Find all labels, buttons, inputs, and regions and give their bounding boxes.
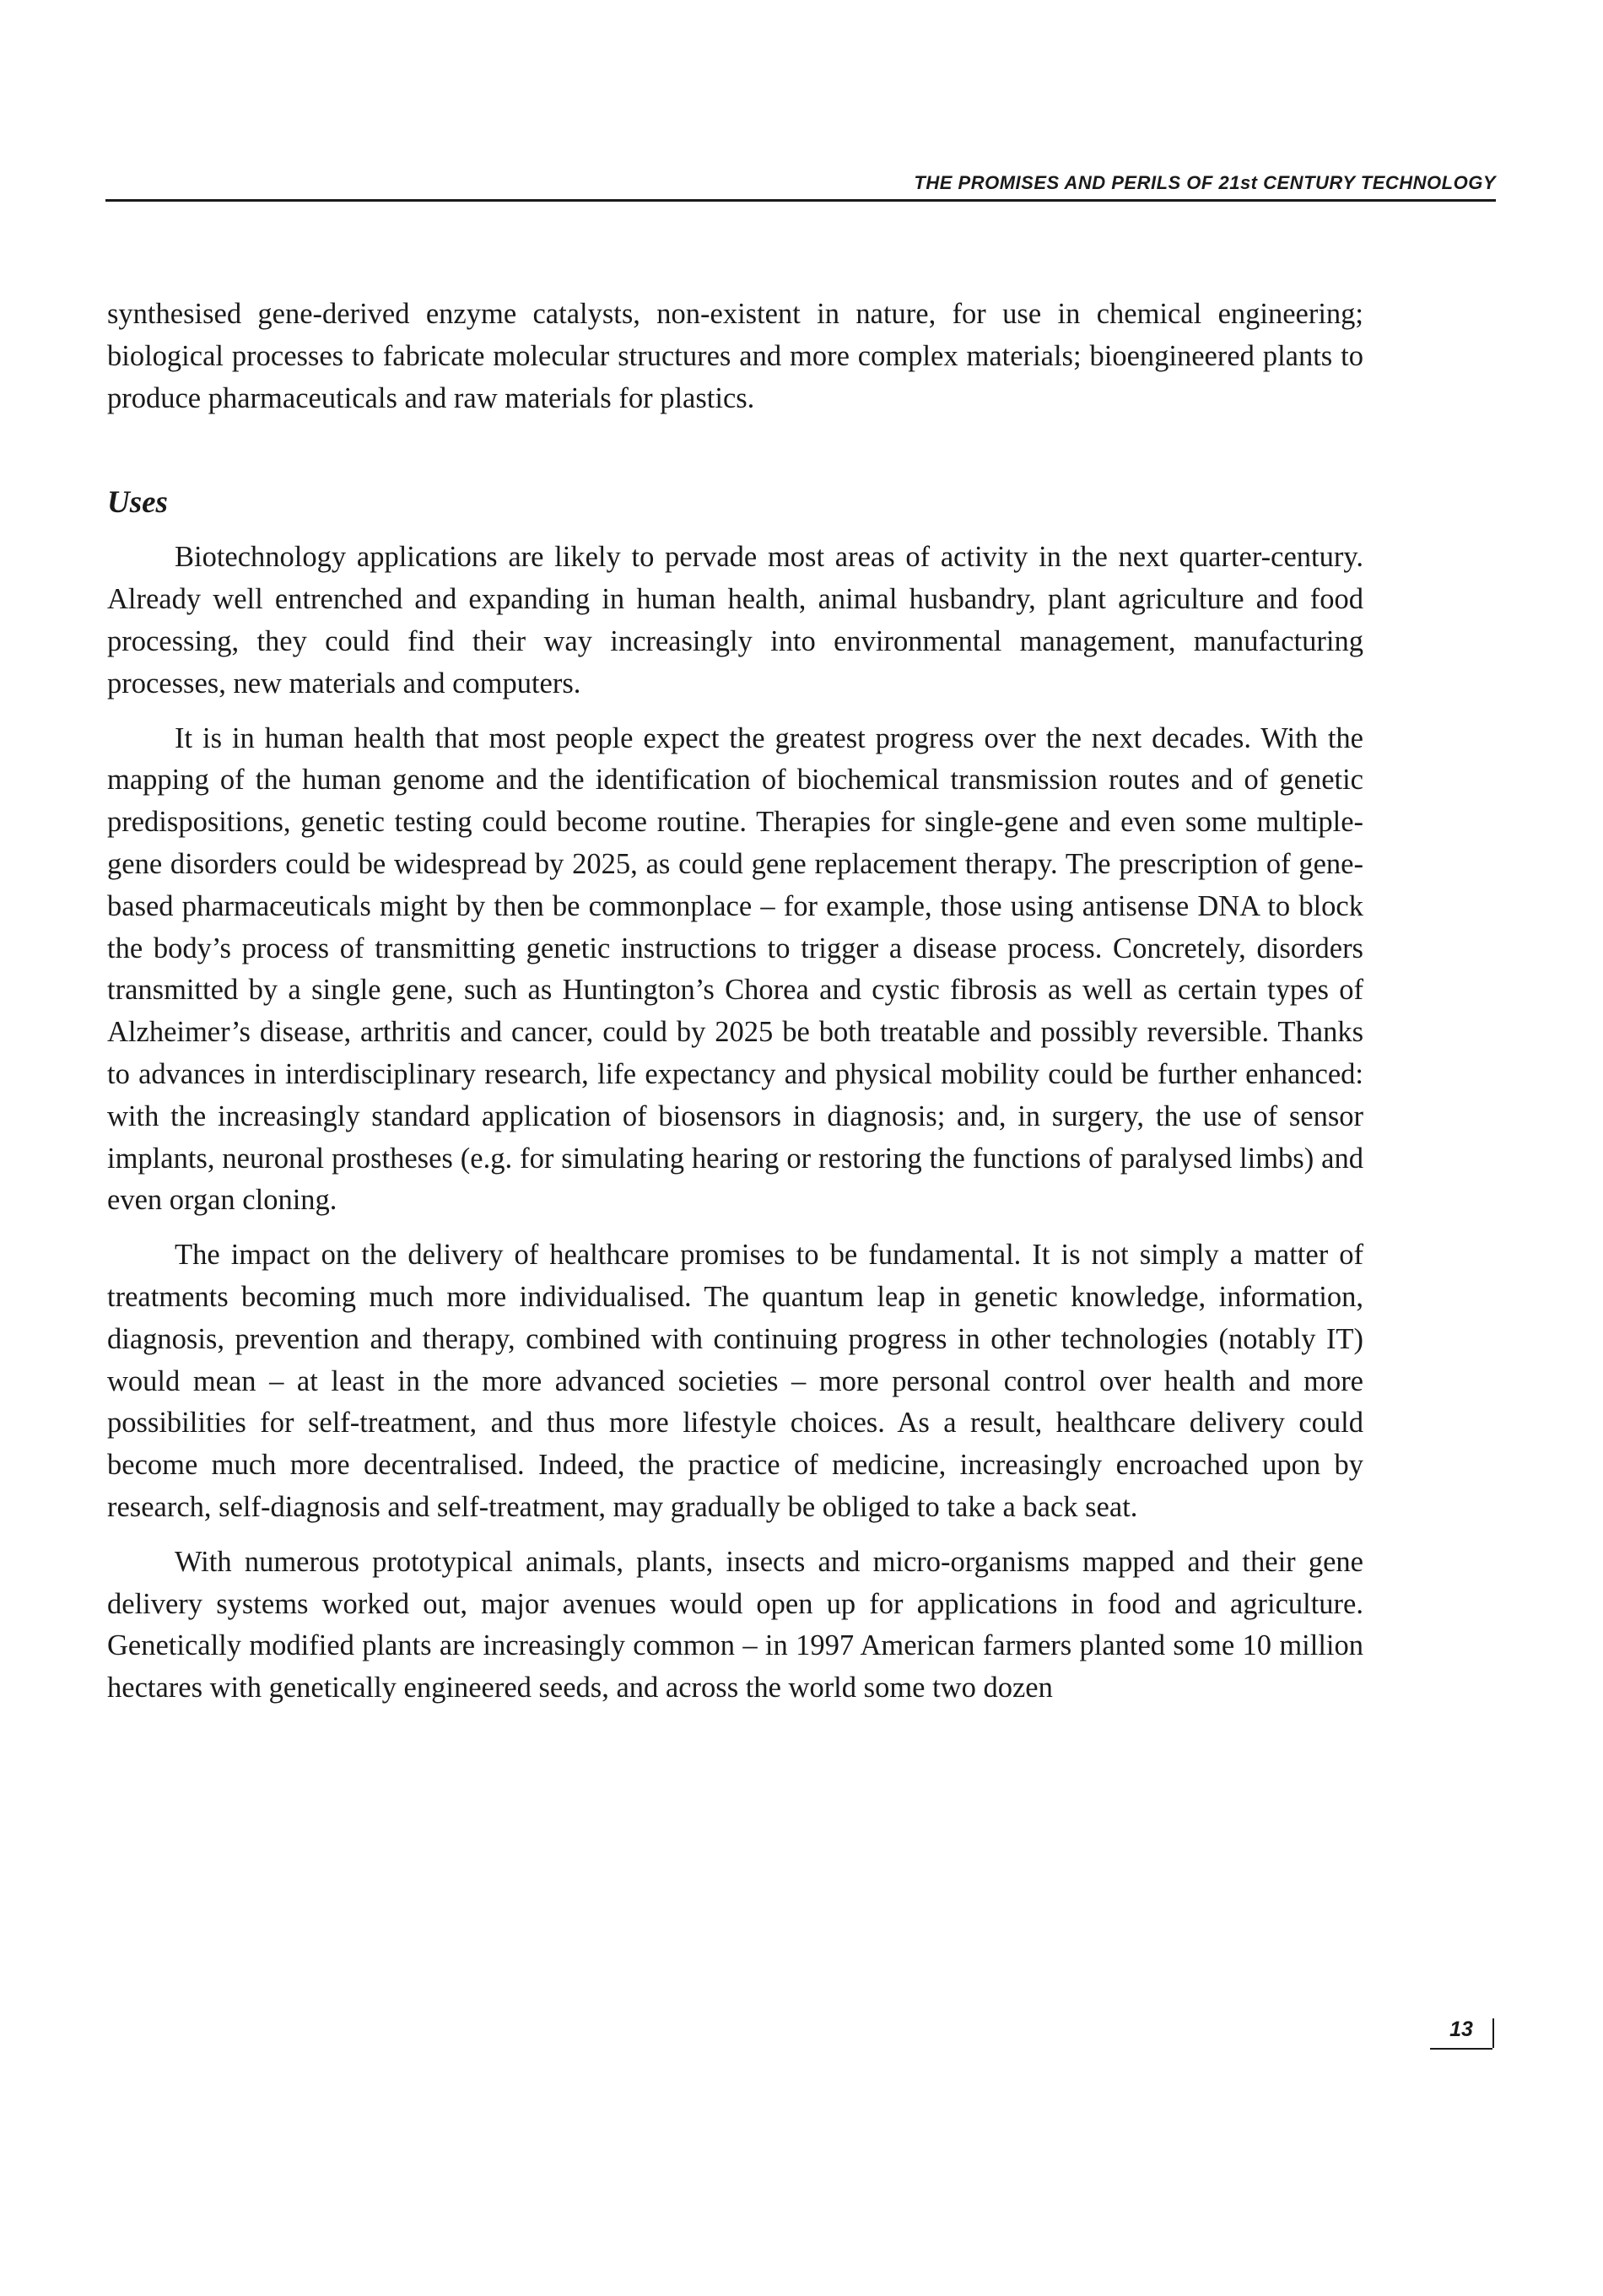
section-heading: Uses bbox=[107, 485, 168, 521]
page-number: 13 bbox=[1430, 2016, 1492, 2050]
continuation-paragraph: synthesised gene-derived enzyme catalysts, non-existent in nature, for use in chemical engineering; biological processes to fabricate molecular structures and more complex materials; bioengineered plants to produce pharmaceuticals and raw materials for plastics. bbox=[107, 298, 1363, 414]
body-paragraph: It is in human health that most people expect the greatest progress over the next decades. With the mapping of the human genome and the identification of biochemical transmission routes and of genetic predispositions, genetic testing could become routine. Therapies for single-gene and even some multiple-gene disorders could be widespread by 2025, as could gene replacement therapy. The prescription of gene-based pharmaceuticals might by then be commonplace – for example, those using antisense DNA to block the body’s process of transmitting genetic instructions to trigger a disease process. Concretely, disorders transmitted by a single gene, such as Huntington’s Chorea and cystic fibrosis as well as certain types of Alzheimer’s disease, arthritis and cancer, could by 2025 be both treatable and possibly reversible. Thanks to advances in interdisciplinary research, life expectancy and physical mobility could be further enhanced: with the increasingly standard application of biosensors in diagnosis; and, in surgery, the use of sensor implants, neuronal prostheses (e.g. for simulating hearing or restoring the functions of paralysed limbs) and even organ cloning. bbox=[107, 721, 1363, 1217]
body-paragraph: With numerous prototypical animals, plants, insects and micro-organisms mapped and their gene delivery systems worked out, major avenues would open up for applications in food and agriculture. Genetically modified plants are increasingly common – in 1997 American farmers planted some 10 million hectares with genetically engineered seeds, and across the world some two dozen bbox=[107, 1545, 1363, 1704]
body-paragraph: Biotechnology applications are likely to pervade most areas of activity in the next quarter-century. Already well entrenched and expanding in human health, animal husbandry, plant agriculture and food processing, they could find their way increasingly into environmental management, manufacturing processes, new materials and computers. bbox=[107, 541, 1363, 700]
body-paragraph: The impact on the delivery of healthcare promises to be fundamental. It is not simply a matter of treatments becoming much more individualised. The quantum leap in genetic knowledge, information, diagnosis, prevention and therapy, combined with continuing progress in other technologies (notably IT) would mean – at least in the more advanced societies – more personal control over health and more possibilities for self-treatment, and thus more lifestyle choices. As a result, healthcare delivery could become much more decentralised. Indeed, the practice of medicine, increasingly encroached upon by research, self-diagnosis and self-treatment, may gradually be obliged to take a back seat. bbox=[107, 1239, 1363, 1523]
page-number-rule bbox=[1492, 2018, 1494, 2048]
running-header-title: THE PROMISES AND PERILS OF 21st CENTURY TECHNOLOGY bbox=[914, 172, 1496, 193]
page-body bbox=[107, 294, 1363, 1722]
running-header bbox=[105, 167, 1496, 202]
